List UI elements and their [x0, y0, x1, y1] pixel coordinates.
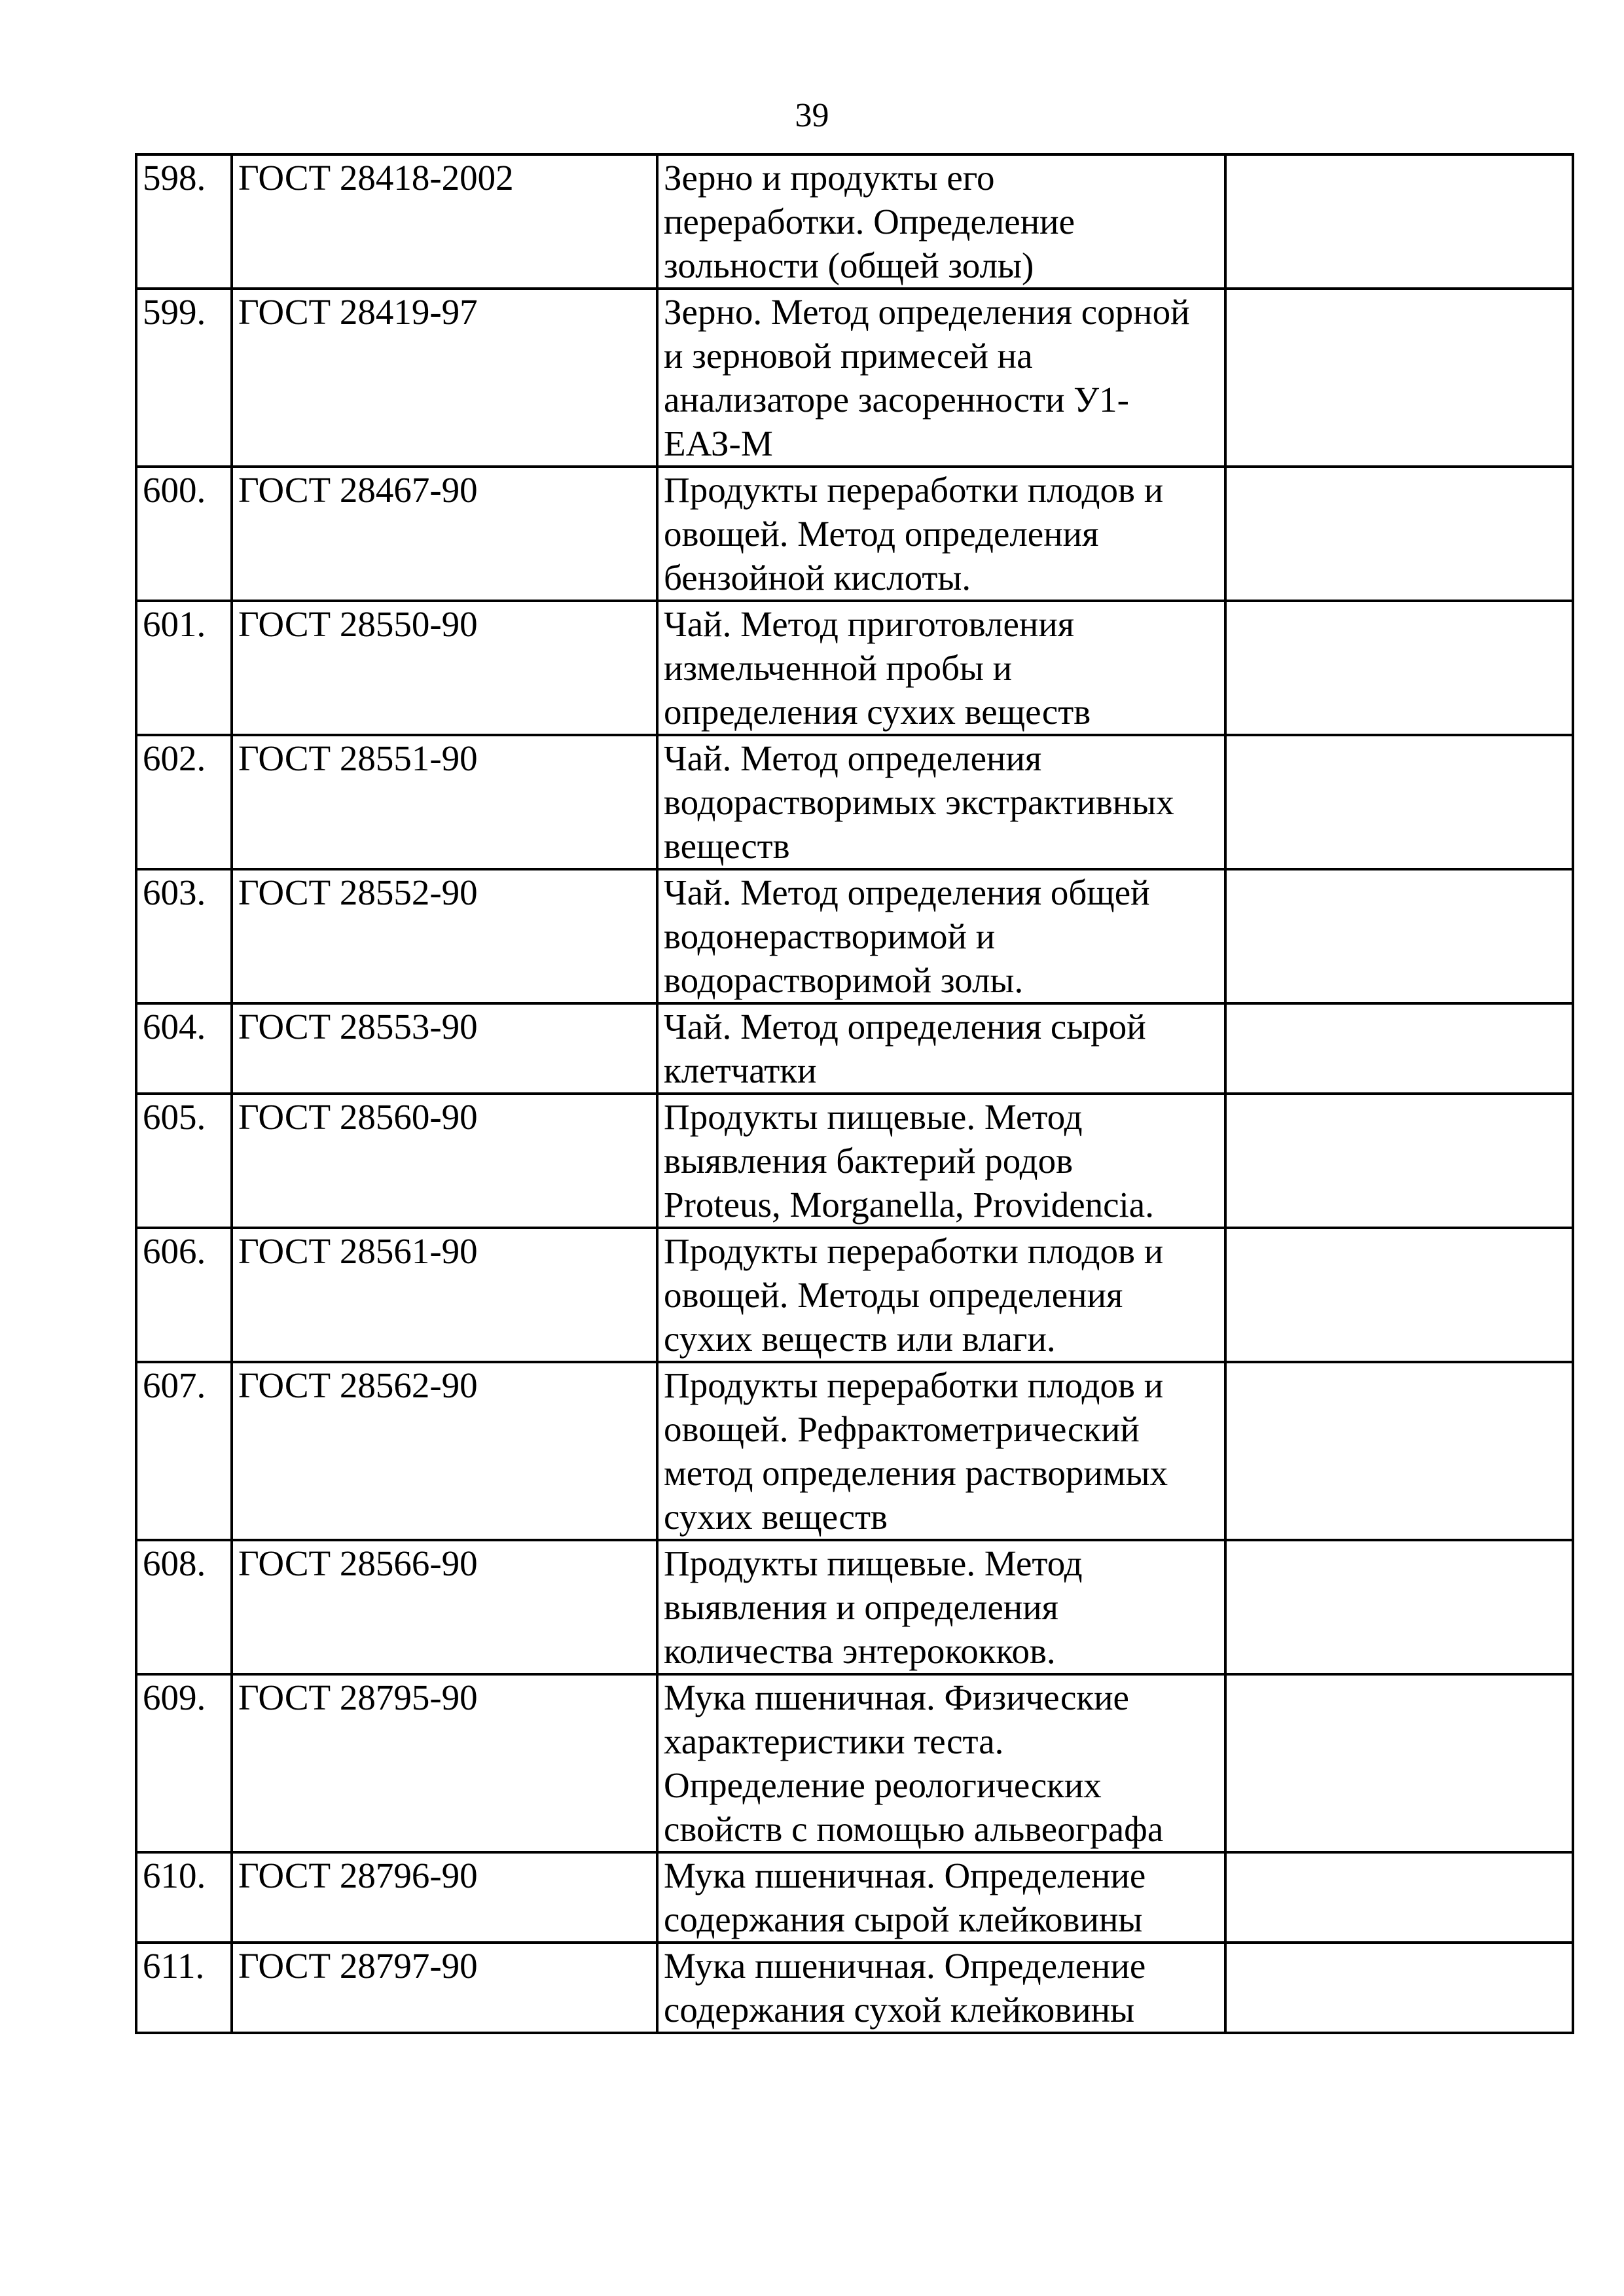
- standard-title-cell: [657, 1003, 1225, 1094]
- note-cell: [1225, 1674, 1573, 1852]
- standard-title-line: Зерно. Метод определения сорной: [664, 292, 1190, 332]
- standard-title-line: сухих веществ: [664, 1497, 888, 1537]
- standard-title-cell: [657, 1362, 1225, 1540]
- standard-title-line: Чай. Метод определения общей: [664, 872, 1150, 912]
- standard-title-line: зольности (общей золы): [664, 245, 1034, 285]
- note-cell: [1225, 1852, 1573, 1943]
- standard-title-line: анализаторе засоренности У1-: [664, 380, 1129, 420]
- standard-title-line: переработки. Определение: [664, 202, 1075, 242]
- standard-title-cell: [657, 154, 1225, 289]
- table-row: [136, 1003, 1573, 1094]
- standard-title-line: бензойной кислоты.: [664, 558, 971, 598]
- standard-code-cell: ГОСТ 28551-90: [232, 735, 657, 869]
- standards-table: [135, 153, 1574, 2034]
- standard-title-line: Продукты переработки плодов и: [664, 470, 1164, 510]
- standard-title-line: метод определения растворимых: [664, 1453, 1168, 1493]
- standard-code-cell: ГОСТ 28418-2002: [232, 154, 657, 289]
- row-number-cell: 608.: [136, 1540, 232, 1674]
- standard-title-line: и зерновой примесей на: [664, 336, 1033, 376]
- row-number-cell: 609.: [136, 1674, 232, 1852]
- standard-code-cell: ГОСТ 28419-97: [232, 289, 657, 467]
- standard-code-cell: ГОСТ 28796-90: [232, 1852, 657, 1943]
- table-row: [136, 154, 1573, 289]
- standard-title-line: Продукты пищевые. Метод: [664, 1543, 1083, 1583]
- row-number-cell: 601.: [136, 601, 232, 735]
- row-number-cell: 598.: [136, 154, 232, 289]
- standard-title-line: измельченной пробы и: [664, 648, 1013, 688]
- standard-title-line: Определение реологических: [664, 1765, 1102, 1805]
- standard-title-cell: [657, 735, 1225, 869]
- standard-title-line: Мука пшеничная. Определение: [664, 1946, 1146, 1986]
- note-cell: [1225, 1943, 1573, 2033]
- row-number-cell: 600.: [136, 467, 232, 601]
- standard-title-line: Мука пшеничная. Определение: [664, 1856, 1146, 1895]
- table-row: [136, 1228, 1573, 1362]
- table-row: [136, 1674, 1573, 1852]
- standard-title-line: характеристики теста.: [664, 1721, 1004, 1761]
- standard-code-cell: ГОСТ 28560-90: [232, 1094, 657, 1228]
- table-row: [136, 467, 1573, 601]
- note-cell: [1225, 1362, 1573, 1540]
- standard-title-line: Мука пшеничная. Физические: [664, 1677, 1129, 1717]
- row-number-cell: 611.: [136, 1943, 232, 2033]
- standard-title-line: сухих веществ или влаги.: [664, 1319, 1056, 1359]
- standard-title-line: Продукты переработки плодов и: [664, 1231, 1164, 1271]
- standard-title-line: водорастворимых экстрактивных: [664, 782, 1174, 822]
- row-number-cell: 604.: [136, 1003, 232, 1094]
- standard-title-line: клетчатки: [664, 1050, 817, 1090]
- standard-title-cell: [657, 1094, 1225, 1228]
- standard-title-cell: [657, 1943, 1225, 2033]
- note-cell: [1225, 601, 1573, 735]
- standard-title-line: содержания сырой клейковины: [664, 1899, 1143, 1939]
- standard-title-line: ЕАЗ-М: [664, 423, 773, 463]
- row-number-cell: 602.: [136, 735, 232, 869]
- standard-title-cell: [657, 1852, 1225, 1943]
- row-number-cell: 607.: [136, 1362, 232, 1540]
- note-cell: [1225, 1540, 1573, 1674]
- standard-code-cell: ГОСТ 28795-90: [232, 1674, 657, 1852]
- standard-title-cell: [657, 1228, 1225, 1362]
- standard-title-line: Чай. Метод определения сырой: [664, 1007, 1146, 1047]
- standard-title-line: Продукты пищевые. Метод: [664, 1097, 1083, 1137]
- note-cell: [1225, 1094, 1573, 1228]
- standard-title-line: овощей. Рефрактометрический: [664, 1409, 1140, 1449]
- note-cell: [1225, 869, 1573, 1003]
- standard-title-line: водорастворимой золы.: [664, 960, 1024, 1000]
- standard-code-cell: ГОСТ 28553-90: [232, 1003, 657, 1094]
- standard-title-cell: [657, 289, 1225, 467]
- note-cell: [1225, 467, 1573, 601]
- standard-title-cell: [657, 467, 1225, 601]
- standard-code-cell: ГОСТ 28561-90: [232, 1228, 657, 1362]
- table-row: [136, 1362, 1573, 1540]
- row-number-cell: 610.: [136, 1852, 232, 1943]
- table-row: [136, 1540, 1573, 1674]
- note-cell: [1225, 154, 1573, 289]
- standard-code-cell: ГОСТ 28552-90: [232, 869, 657, 1003]
- standard-code-cell: ГОСТ 28797-90: [232, 1943, 657, 2033]
- standard-title-cell: [657, 601, 1225, 735]
- row-number-cell: 606.: [136, 1228, 232, 1362]
- standard-title-line: определения сухих веществ: [664, 692, 1091, 732]
- standard-title-line: Зерно и продукты его: [664, 158, 995, 198]
- standard-code-cell: ГОСТ 28566-90: [232, 1540, 657, 1674]
- table-row: [136, 869, 1573, 1003]
- row-number-cell: 605.: [136, 1094, 232, 1228]
- table-row: [136, 601, 1573, 735]
- standard-title-line: овощей. Метод определения: [664, 514, 1099, 554]
- standards-table-body: [136, 154, 1573, 2033]
- note-cell: [1225, 1003, 1573, 1094]
- standard-title-line: водонерастворимой и: [664, 916, 996, 956]
- table-row: [136, 289, 1573, 467]
- table-row: [136, 735, 1573, 869]
- standard-title-line: Чай. Метод определения: [664, 738, 1042, 778]
- standard-title-cell: [657, 1674, 1225, 1852]
- standard-title-cell: [657, 869, 1225, 1003]
- standard-title-line: свойств с помощью альвеографа: [664, 1809, 1164, 1849]
- standard-title-cell: [657, 1540, 1225, 1674]
- standard-title-line: Proteus, Morganella, Providencia.: [664, 1185, 1154, 1225]
- standard-title-line: количества энтерококков.: [664, 1631, 1056, 1671]
- standard-code-cell: ГОСТ 28562-90: [232, 1362, 657, 1540]
- note-cell: [1225, 289, 1573, 467]
- row-number-cell: 599.: [136, 289, 232, 467]
- standard-title-line: овощей. Методы определения: [664, 1275, 1123, 1315]
- standard-code-cell: ГОСТ 28550-90: [232, 601, 657, 735]
- table-row: [136, 1943, 1573, 2033]
- standard-title-line: Продукты переработки плодов и: [664, 1365, 1164, 1405]
- standard-title-line: выявления бактерий родов: [664, 1141, 1074, 1181]
- standard-title-line: выявления и определения: [664, 1587, 1058, 1627]
- table-row: [136, 1094, 1573, 1228]
- standard-title-line: содержания сухой клейковины: [664, 1990, 1135, 2030]
- page-number: 39: [795, 97, 829, 134]
- note-cell: [1225, 735, 1573, 869]
- standard-code-cell: ГОСТ 28467-90: [232, 467, 657, 601]
- row-number-cell: 603.: [136, 869, 232, 1003]
- note-cell: [1225, 1228, 1573, 1362]
- standard-title-line: веществ: [664, 826, 790, 866]
- standard-title-line: Чай. Метод приготовления: [664, 604, 1075, 644]
- table-row: [136, 1852, 1573, 1943]
